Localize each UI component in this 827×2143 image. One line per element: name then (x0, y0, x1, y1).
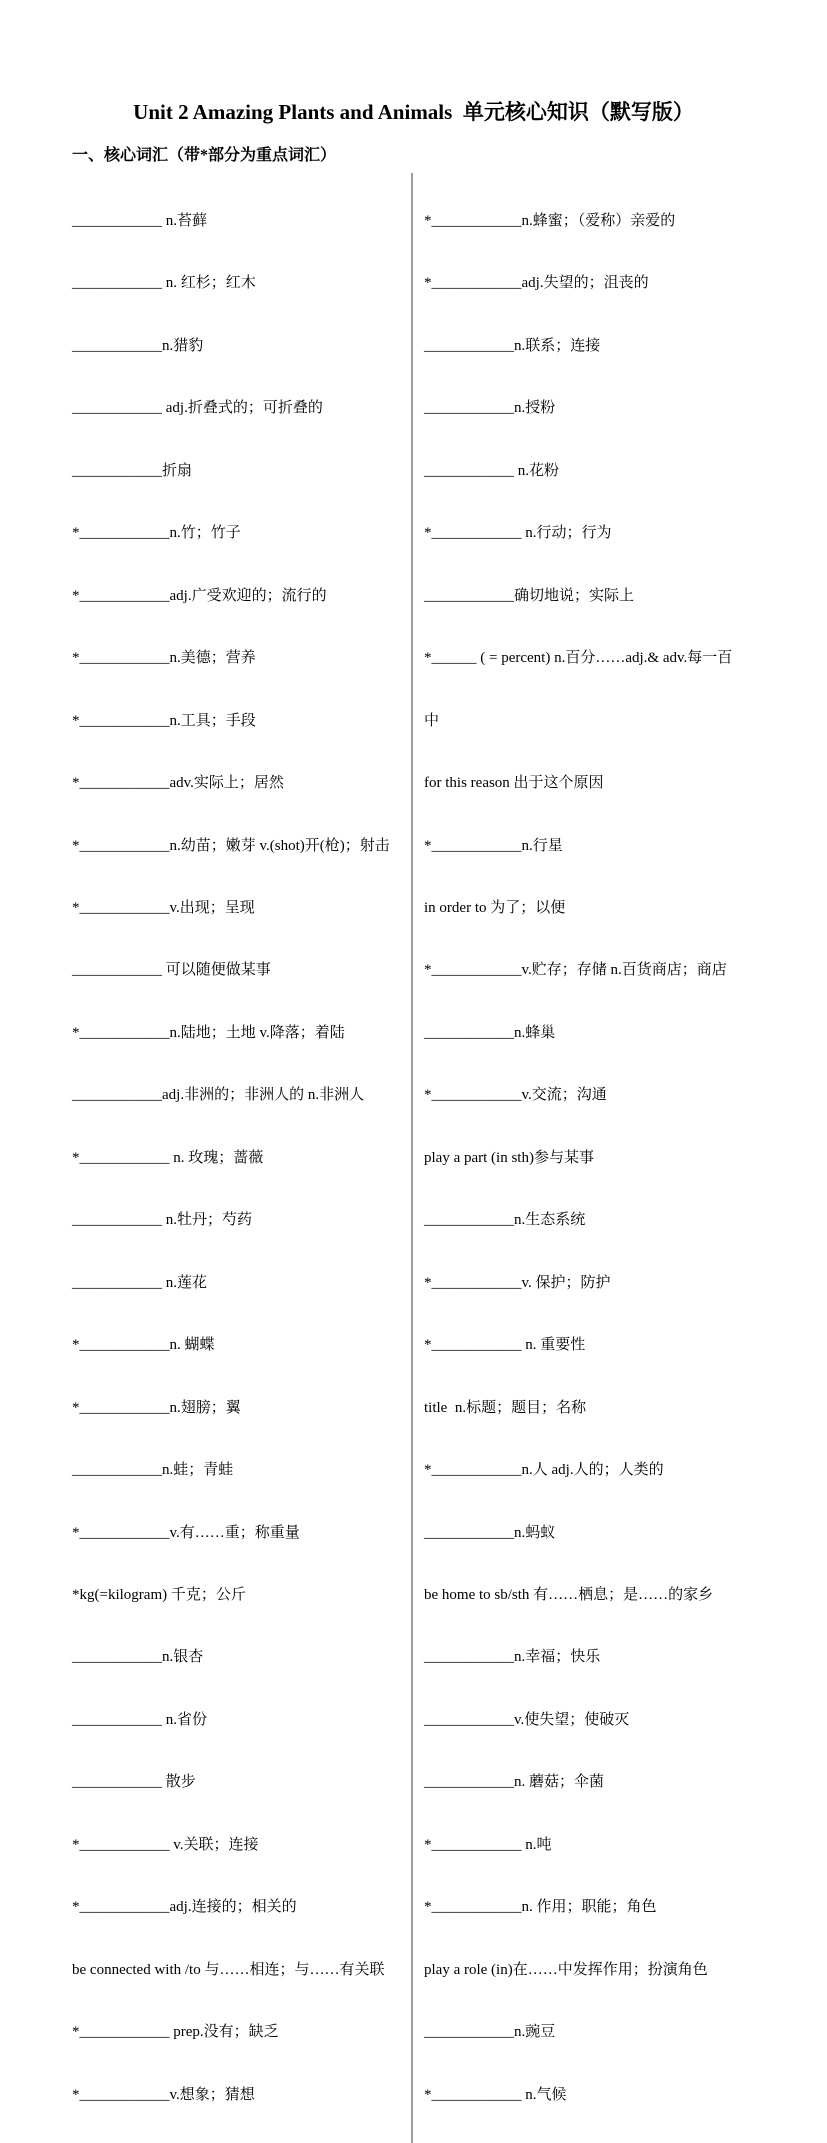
vocab-line: ____________ 可以随便做某事 (72, 962, 271, 979)
vocab-line: *____________n. 蝴蝶 (72, 1337, 215, 1354)
vocab-line: ____________n.豌豆 (424, 2024, 556, 2041)
vocab-line: *____________ n.气候 (424, 2086, 567, 2103)
vocab-line: ____________v.使失望；使破灭 (424, 1711, 630, 1728)
vocab-line: ____________n.猎豹 (72, 337, 204, 354)
vocab-line: for this reason 出于这个原因 (424, 775, 604, 792)
vocab-line: *____________n.幼苗；嫩芽 v.(shot)开(枪)；射击 (72, 837, 390, 854)
vocab-line: *____________v. 保护；防护 (424, 1274, 611, 1291)
vocab-line: ____________ n.省份 (72, 1711, 208, 1728)
vocab-line: *____________adj.连接的；相关的 (72, 1899, 297, 1916)
vocab-line: *____________n.美德；营养 (72, 650, 256, 667)
vocab-line: *____________ prep.没有；缺乏 (72, 2024, 279, 2041)
vocab-line: title n.标题；题目；名称 (424, 1399, 587, 1416)
vocab-line: *____________n.陆地；土地 v.降落；着陆 (72, 1024, 345, 1041)
vocab-line: ____________确切地说；实际上 (424, 587, 635, 604)
page-title: Unit 2 Amazing Plants and Animals 单元核心知识（默写版） (133, 100, 694, 124)
vocab-line: ____________n.授粉 (424, 400, 556, 417)
vocab-line: *____________n.竹；竹子 (72, 525, 241, 542)
vocab-line: *____________adj.广受欢迎的；流行的 (72, 587, 327, 604)
vocab-line: *____________v.贮存；存储 n.百货商店；商店 (424, 962, 727, 979)
vocab-line: *____________adj.失望的；沮丧的 (424, 275, 649, 292)
vocab-line: ____________ adj.折叠式的；可折叠的 (72, 400, 323, 417)
vocab-columns (72, 173, 793, 2143)
vocab-line: in order to 为了；以便 (424, 899, 566, 916)
vocab-line: ____________n.幸福；快乐 (424, 1649, 601, 1666)
vocab-line: ____________ n.牡丹；芍药 (72, 1212, 253, 1229)
vocab-line: *kg(=kilogram) 千克；公斤 (72, 1586, 246, 1603)
vocab-line: ____________n.联系；连接 (424, 337, 601, 354)
vocab-line: *____________v.想象；猜想 (72, 2086, 255, 2103)
vocab-line: *____________v.有……重；称重量 (72, 1524, 300, 1541)
vocab-column-right (413, 173, 793, 2143)
vocab-line: play a role (in)在……中发挥作用；扮演角色 (424, 1961, 708, 1978)
vocab-line: ____________adj.非洲的；非洲人的 n.非洲人 (72, 1087, 365, 1104)
vocab-line: be connected with /to 与……相连；与……有关联 (72, 1961, 385, 1978)
vocab-line: ____________n.生态系统 (424, 1212, 586, 1229)
vocab-line: *____________adv.实际上；居然 (72, 775, 284, 792)
vocab-line: *______ ( = percent) n.百分……adj.& adv.每一百 (424, 650, 733, 667)
section-heading: 一、核心词汇（带*部分为重点词汇） (72, 147, 337, 164)
vocab-line: *____________v.交流；沟通 (424, 1087, 607, 1104)
vocab-line: *____________ n.吨 (424, 1836, 552, 1853)
vocab-line: *____________n. 作用；职能；角色 (424, 1899, 657, 1916)
vocab-line: *____________ n. 重要性 (424, 1337, 586, 1354)
vocab-line: ____________折扇 (72, 462, 193, 479)
vocab-line: ____________n.蚂蚁 (424, 1524, 556, 1541)
vocab-line: *____________n.行星 (424, 837, 563, 854)
vocab-line: ____________n. 蘑菇；伞菌 (424, 1774, 605, 1791)
vocab-column-left (72, 173, 411, 2143)
vocab-line: *____________n.蜂蜜；（爱称）亲爱的 (424, 213, 676, 229)
vocab-line: be home to sb/sth 有……栖息；是……的家乡 (424, 1586, 714, 1603)
vocab-line: ____________ n.花粉 (424, 462, 560, 479)
vocab-line: *____________v.出现；呈现 (72, 899, 255, 916)
vocab-line: *____________ n. 玫瑰；蔷薇 (72, 1149, 264, 1166)
vocab-line: ____________ 散步 (72, 1774, 196, 1791)
vocab-line: *____________n.人 adj.人的；人类的 (424, 1462, 664, 1479)
vocab-line: ____________n.银杏 (72, 1649, 204, 1666)
vocab-line: ____________n.蜂巢 (424, 1024, 556, 1041)
vocab-line: *____________n.工具；手段 (72, 712, 256, 729)
vocab-line: 中 (424, 712, 440, 729)
vocab-line: play a part (in sth)参与某事 (424, 1149, 594, 1166)
vocab-line: *____________ v.关联；连接 (72, 1836, 259, 1853)
vocab-line: ____________ n. 红杉；红木 (72, 275, 256, 292)
vocab-line: ____________n.蛙；青蛙 (72, 1462, 234, 1479)
vocab-line: *____________n.翅膀；翼 (72, 1399, 241, 1416)
vocab-line: ____________ n.莲花 (72, 1274, 208, 1291)
vocab-line: ____________ n.苔藓 (72, 213, 208, 229)
vocab-line: *____________ n.行动；行为 (424, 525, 612, 542)
